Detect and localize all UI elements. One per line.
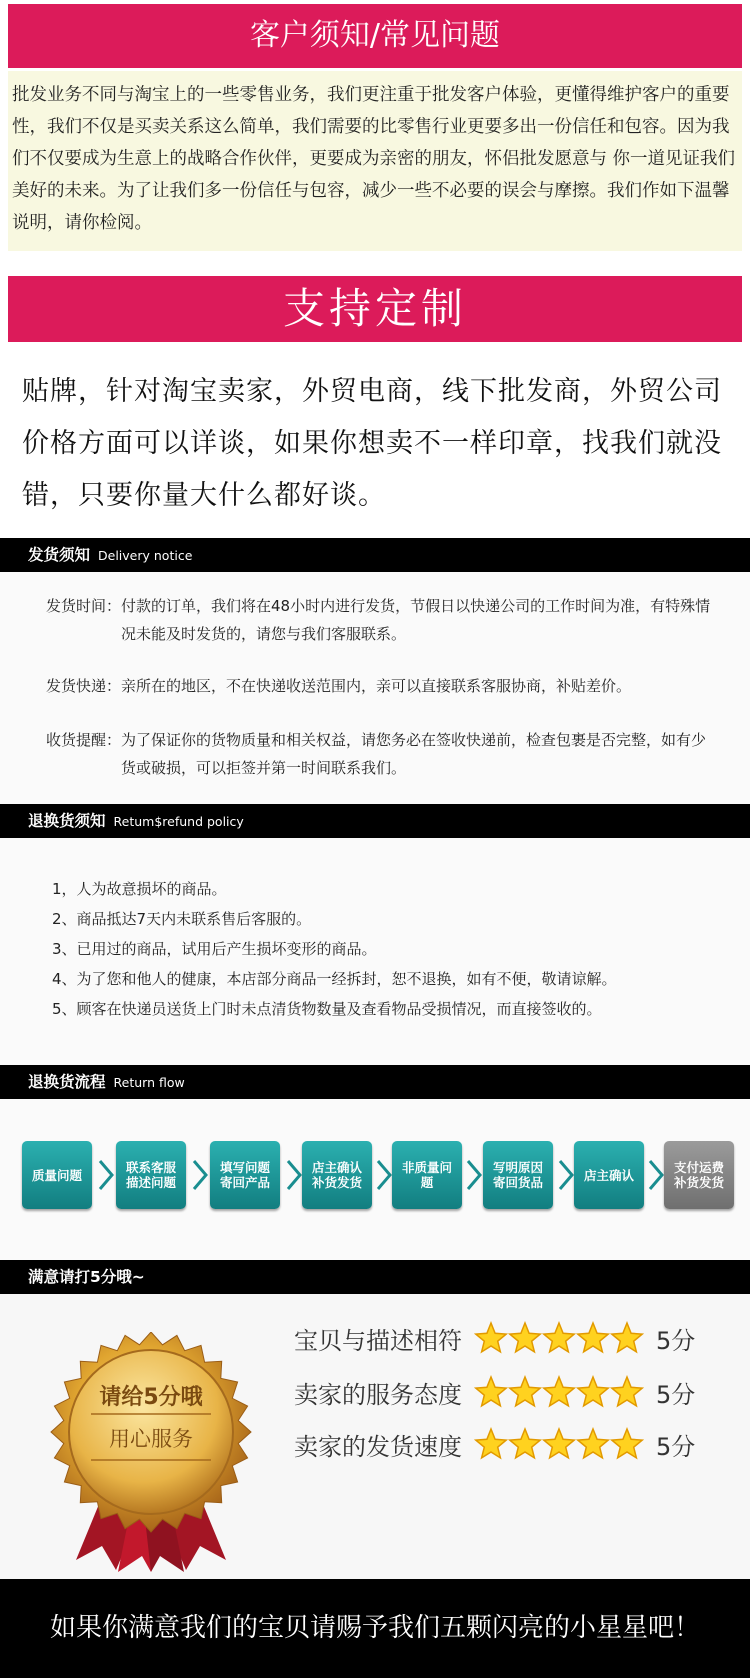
delivery-row-reminder [46, 726, 711, 782]
faq-body: 批发业务不同与淘宝上的一些零售业务，我们更注重于批发客户体验，更懂得维护客户的重要性，我们不仅是买卖关系这么简单，我们需要的比零售行业更要多出一份信任和包容。因为我们不仅要成为生意上的战略合作伙伴，更要成为亲密的朋友，怀侣批发愿意与 你一道见证我们美好的未来。为了让我们多一份信任与包容，减少一些不必要的误会与摩擦。我们作如下温馨说明，请你检阅。 [8, 71, 742, 251]
star-icon [576, 1427, 610, 1461]
rating-title: 满意请打5分哦~ [28, 1268, 145, 1286]
flow-step: 质量问题 [22, 1141, 92, 1209]
star-icon [474, 1321, 508, 1355]
return-title-en: Retum$refund policy [113, 814, 244, 829]
star-icon [542, 1321, 576, 1355]
star-icon [542, 1427, 576, 1461]
star-icon [610, 1321, 644, 1355]
return-header [0, 804, 750, 838]
star-icon [610, 1375, 644, 1409]
rating-row [294, 1372, 695, 1412]
medal-icon [46, 1332, 256, 1572]
flow-step: 支付运费补货发货 [664, 1141, 734, 1209]
star-icon [508, 1427, 542, 1461]
chevron-right-icon [646, 1159, 666, 1191]
flow-step: 店主确认 [574, 1141, 644, 1209]
flow-step: 非质量问题 [392, 1141, 462, 1209]
medal-line1: 请给5分哦 [99, 1385, 203, 1410]
chevron-right-icon [190, 1159, 210, 1191]
rating-header [0, 1260, 750, 1294]
list-item: 1，人为故意损坏的商品。 [52, 880, 227, 898]
flow-step: 写明原因寄回货品 [483, 1141, 553, 1209]
chevron-right-icon [464, 1159, 484, 1191]
delivery-text: 亲所在的地区，不在快递收送范围内，亲可以直接联系客服协商，补贴差价。 [121, 677, 632, 695]
delivery-label: 发货快递： [46, 677, 122, 695]
delivery-header [0, 538, 750, 572]
star-icon [542, 1375, 576, 1409]
footer-slogan: 如果你满意我们的宝贝请赐予我们五颗闪亮的小星星吧！ [0, 1579, 750, 1678]
delivery-title-en: Delivery notice [98, 548, 193, 563]
star-icon [474, 1427, 508, 1461]
rating-score: 5分 [656, 1380, 696, 1409]
flow-header [0, 1065, 750, 1099]
rating-row [294, 1424, 695, 1464]
chevron-right-icon [374, 1159, 394, 1191]
flow-step: 填写问题寄回产品 [210, 1141, 280, 1209]
star-rating [474, 1427, 646, 1461]
delivery-row-time [46, 592, 711, 648]
star-icon [576, 1321, 610, 1355]
flow-title-en: Return flow [113, 1075, 185, 1090]
custom-title: 支持定制 [8, 276, 742, 342]
delivery-text: 为了保证你的货物质量和相关权益，请您务必在签收快递前，检查包裹是否完整，如有少货或破损，可以拒签并第一时间联系我们。 [121, 731, 707, 777]
return-panel [0, 838, 750, 1065]
list-item: 5、顾客在快递员送货上门时未点清货物数量及查看物品受损情况，而直接签收的。 [52, 1000, 602, 1018]
delivery-label: 发货时间： [46, 597, 122, 615]
delivery-text: 付款的订单，我们将在48小时内进行发货，节假日以快递公司的工作时间为准，有特殊情况未能及时发货的，请您与我们客服联系。 [121, 597, 711, 643]
list-item: 2、商品抵达7天内未联系售后客服的。 [52, 910, 312, 928]
rating-label: 卖家的发货速度 [294, 1432, 462, 1461]
star-rating [474, 1375, 646, 1409]
medal-line2: 用心服务 [109, 1427, 193, 1451]
delivery-panel [0, 572, 750, 804]
star-icon [508, 1375, 542, 1409]
rating-score: 5分 [656, 1432, 696, 1461]
rating-score: 5分 [656, 1326, 696, 1355]
star-icon [508, 1321, 542, 1355]
chevron-right-icon [284, 1159, 304, 1191]
flow-title-cn: 退换货流程 [28, 1073, 106, 1091]
rating-label: 宝贝与描述相符 [294, 1326, 462, 1355]
flow-step: 店主确认补货发货 [302, 1141, 372, 1209]
star-icon [610, 1427, 644, 1461]
flow-panel [0, 1099, 750, 1260]
list-item: 3、已用过的商品，试用后产生损坏变形的商品。 [52, 940, 377, 958]
star-icon [576, 1375, 610, 1409]
flow-steps [22, 1141, 736, 1211]
list-item: 4、为了您和他人的健康，本店部分商品一经拆封，恕不退换，如有不便，敬请谅解。 [52, 970, 617, 988]
star-rating [474, 1321, 646, 1355]
return-title-cn: 退换货须知 [28, 812, 106, 830]
chevron-right-icon [96, 1159, 116, 1191]
delivery-title-cn: 发货须知 [28, 546, 91, 564]
chevron-right-icon [556, 1159, 576, 1191]
rating-label: 卖家的服务态度 [294, 1380, 462, 1409]
delivery-row-express [46, 672, 711, 700]
delivery-label: 收货提醒： [46, 731, 122, 749]
rating-row [294, 1318, 695, 1358]
faq-title: 客户须知/常见问题 [8, 4, 742, 68]
flow-step: 联系客服描述问题 [116, 1141, 186, 1209]
custom-body: 贴牌，针对淘宝卖家，外贸电商，线下批发商，外贸公司价格方面可以详谈，如果你想卖不一样印章，找我们就没错，只要你量大什么都好谈。 [22, 376, 722, 511]
return-list [52, 874, 617, 1024]
rating-panel [0, 1294, 750, 1579]
star-icon [474, 1375, 508, 1409]
